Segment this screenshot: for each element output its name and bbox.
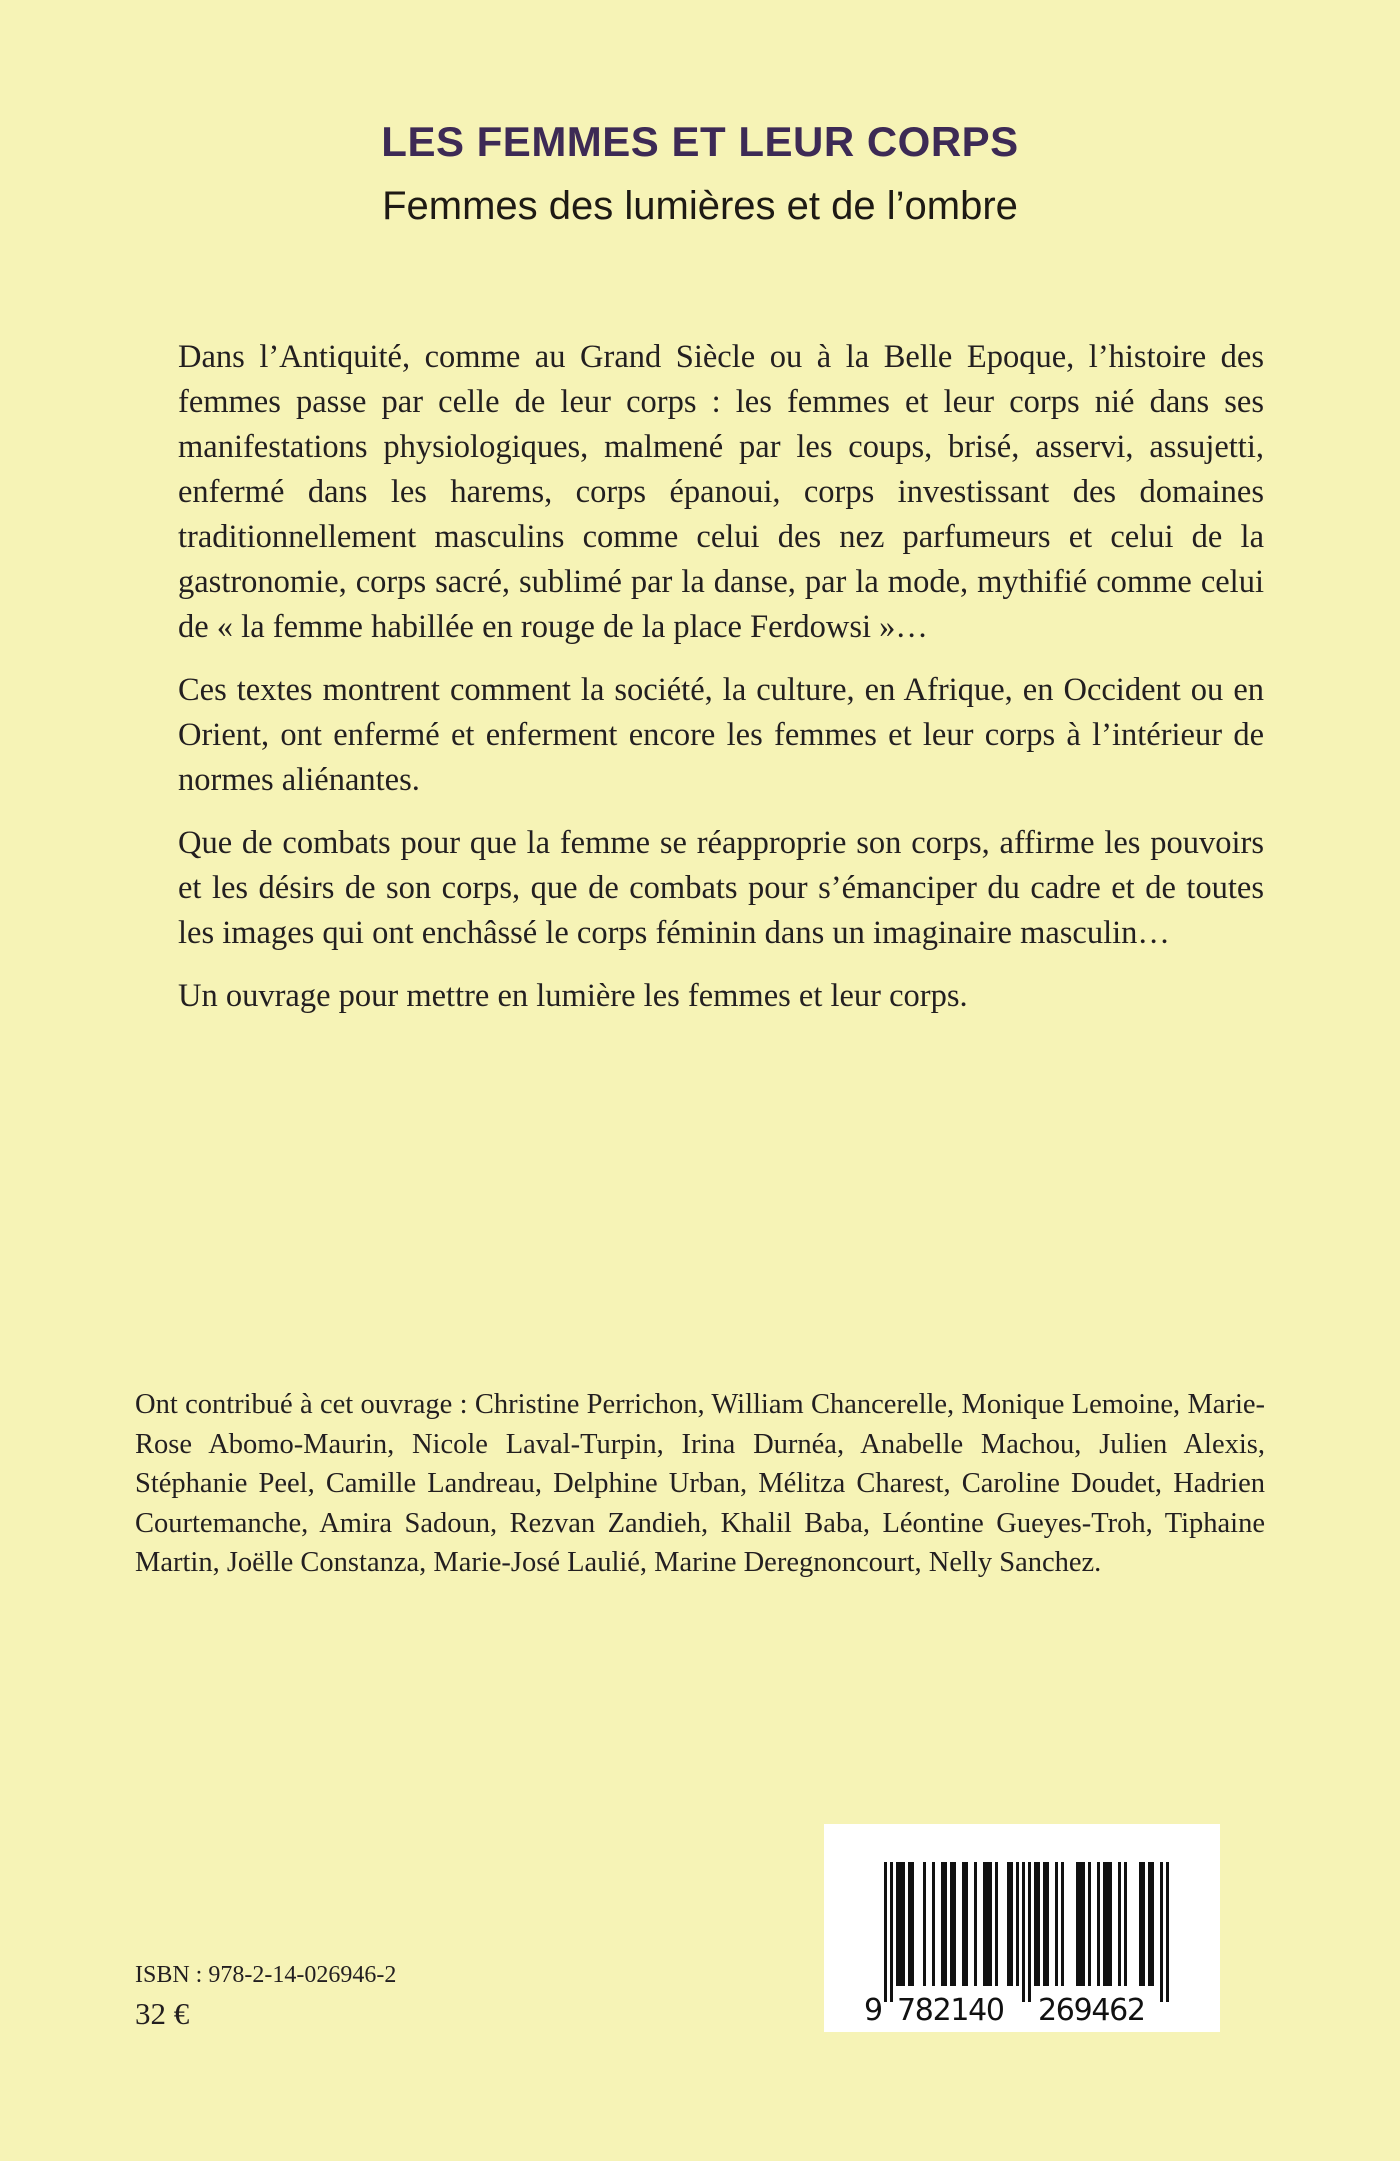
barcode-bar bbox=[1160, 1862, 1163, 2002]
barcode-bar bbox=[890, 1862, 893, 2002]
barcode-bar bbox=[965, 1862, 968, 1986]
barcode-bar bbox=[1088, 1862, 1091, 1986]
barcode-bar bbox=[1109, 1862, 1112, 1986]
barcode-bar bbox=[1151, 1862, 1154, 1986]
barcode-bar bbox=[986, 1862, 989, 1986]
barcode-bar bbox=[950, 1862, 953, 1986]
barcode-bar bbox=[1103, 1862, 1106, 1986]
contributors: Ont contribué à cet ouvrage : Christine Perrichon, William Chancerelle, Monique Lemoine, Marie-Rose Abomo-Maurin, Nicole Laval-Turpin, Irina Durnéa, Anabelle Machou, Julien Alexis, Stéphanie Peel, Camille Landreau, Delphine Urban, Mélitza Charest, Caroline Doudet, Hadrien Courtemanche, Amira Sadoun, Rezvan Zandieh, Khalil Baba, Léontine Gueyes-Troh, Tiphaine Martin, Joëlle Constanza, Marie-José Laulié, Marine Deregnoncourt, Nelly Sanchez. bbox=[135, 1389, 1265, 1578]
barcode-bar bbox=[983, 1862, 986, 1986]
barcode-bar bbox=[1142, 1862, 1145, 1986]
barcode-bar bbox=[1034, 1862, 1037, 1986]
isbn: ISBN : 978-2-14-026946-2 bbox=[135, 1962, 397, 1988]
barcode-bar bbox=[941, 1862, 944, 1986]
barcode-bar bbox=[899, 1862, 902, 1986]
barcode-bar bbox=[1166, 1862, 1169, 2002]
barcode-bar bbox=[962, 1862, 965, 1986]
book-title: LES FEMMES ET LEUR CORPS bbox=[381, 118, 1019, 165]
barcode-digits: 782140 bbox=[897, 1993, 1005, 2028]
barcode-digits: 269462 bbox=[1038, 1993, 1146, 2028]
barcode-bar bbox=[989, 1862, 992, 1986]
blurb-paragraph: Que de combats pour que la femme se réapproprie son corps, affirme les pouvoirs et les désirs de son corps, que de combats pour s’émanciper du cadre et de toutes les images qui ont enchâssé le corps féminin dans un imaginaire masculin… bbox=[178, 825, 1264, 951]
barcode-digits: 9 bbox=[864, 1993, 884, 2028]
price: 32 € bbox=[135, 1996, 190, 2031]
barcode-bar bbox=[1037, 1862, 1040, 1986]
barcode-bar bbox=[995, 1862, 998, 1986]
barcode-bar bbox=[1028, 1862, 1031, 2002]
barcode-bar bbox=[911, 1862, 914, 1986]
barcode bbox=[824, 1824, 1220, 2032]
barcode-bar bbox=[1046, 1862, 1049, 1986]
barcode-bar bbox=[953, 1862, 956, 1986]
barcode-bar bbox=[923, 1862, 926, 1986]
barcode-bar bbox=[1043, 1862, 1046, 1986]
book-subtitle: Femmes des lumières et de l’ombre bbox=[382, 184, 1018, 228]
barcode-graphic bbox=[824, 1824, 1220, 2032]
blurb-paragraph: Un ouvrage pour mettre en lumière les femmes et leur corps. bbox=[178, 978, 968, 1014]
barcode-bar bbox=[1118, 1862, 1121, 1986]
barcode-bar bbox=[974, 1862, 977, 1986]
barcode-bar bbox=[932, 1862, 935, 1986]
barcode-bar bbox=[1022, 1862, 1025, 2002]
barcode-bar bbox=[1055, 1862, 1058, 1986]
barcode-bar bbox=[908, 1862, 911, 1986]
blurb-paragraph: Dans l’Antiquité, comme au Grand Siècle ou à la Belle Epoque, l’histoire des femmes passe par celle de leur corps : les femmes et leur corps nié dans ses manifestations physiologiques, malmené par les coups, brisé, asservi, assujetti, enfermé dans les harems, corps épanoui, corps investissant des domaines traditionnellement masculins comme celui des nez parfumeurs et celui de la gastronomie, corps sacré, sublimé par la danse, par la mode, mythifié comme celui de « la femme habillée en rouge de la place Ferdowsi »… bbox=[178, 339, 1264, 645]
barcode-bar bbox=[1076, 1862, 1079, 1986]
barcode-bar bbox=[1148, 1862, 1151, 1986]
barcode-bar bbox=[1097, 1862, 1100, 1986]
barcode-bar bbox=[1082, 1862, 1085, 1986]
barcode-bar bbox=[944, 1862, 947, 1986]
barcode-bar bbox=[1010, 1862, 1013, 1986]
barcode-bar bbox=[896, 1862, 899, 1986]
barcode-bar bbox=[902, 1862, 905, 1986]
barcode-bar bbox=[1007, 1862, 1010, 1986]
barcode-bar bbox=[1079, 1862, 1082, 1986]
barcode-bar bbox=[1061, 1862, 1064, 1986]
barcode-bar bbox=[1139, 1862, 1142, 1986]
blurb bbox=[178, 335, 1264, 1037]
barcode-bar bbox=[1124, 1862, 1127, 1986]
blurb-paragraph: Ces textes montrent comment la société, la culture, en Afrique, en Occident ou en Orient, ont enfermé et enferment encore les femmes et leur corps à l’intérieur de normes aliénantes. bbox=[178, 672, 1264, 798]
barcode-bar bbox=[884, 1862, 887, 2002]
barcode-bar bbox=[1106, 1862, 1109, 1986]
barcode-bar bbox=[1016, 1862, 1019, 1986]
